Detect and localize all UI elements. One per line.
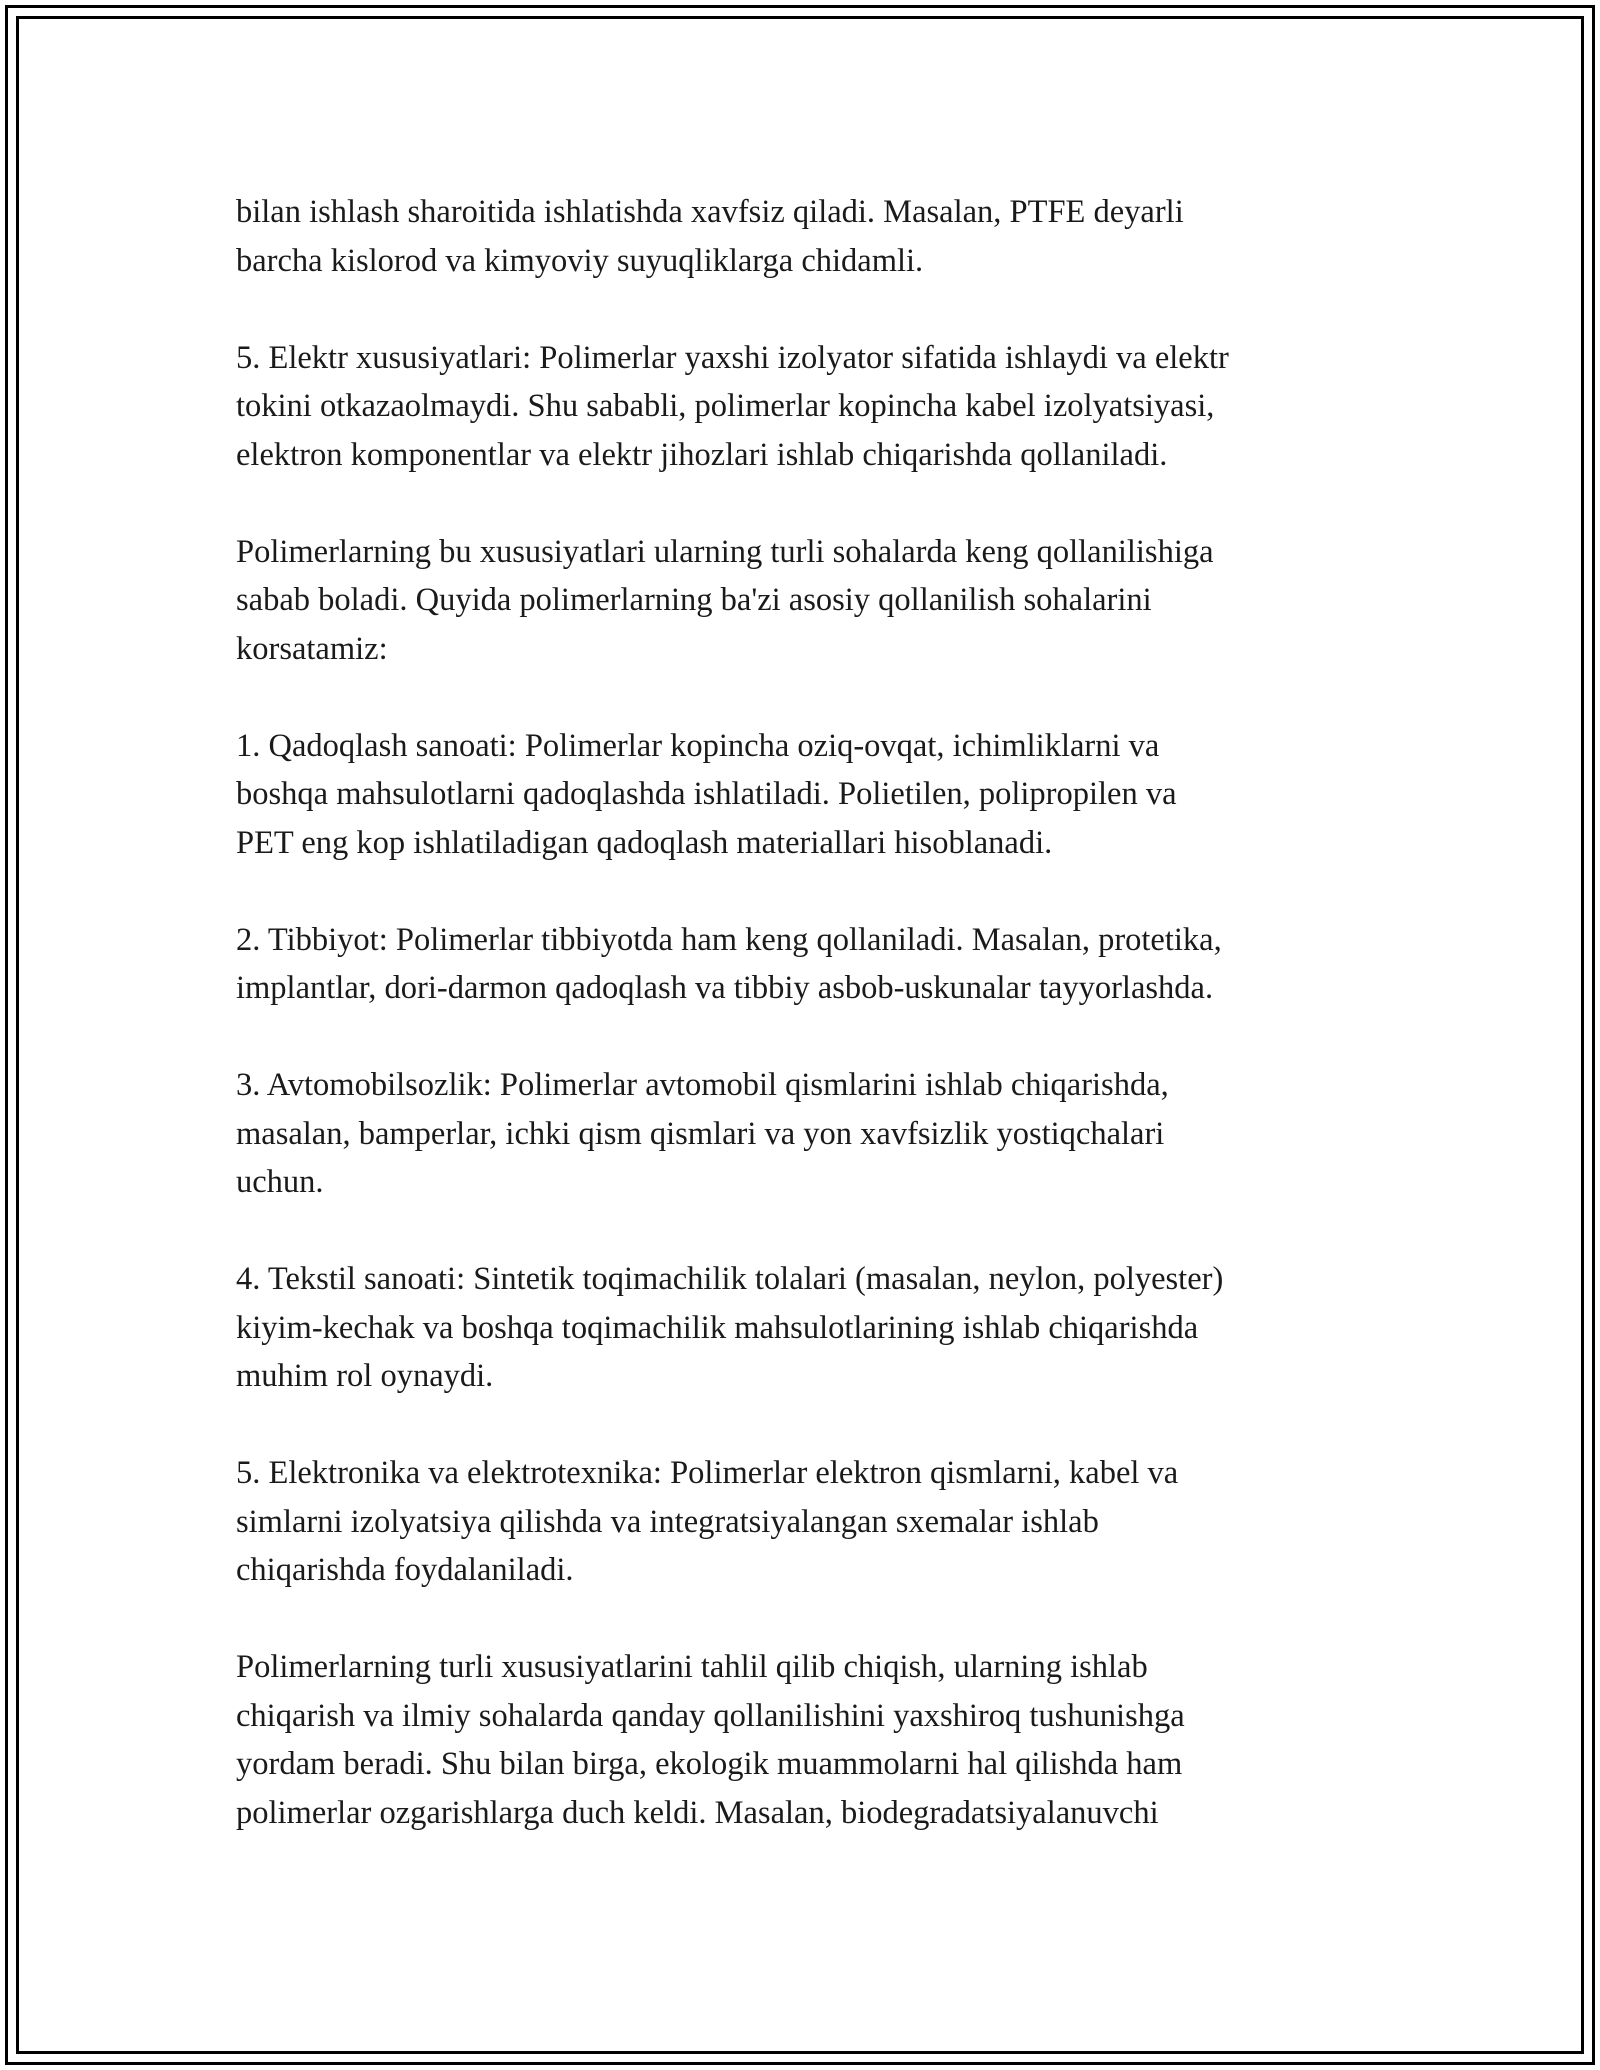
text-line: barcha kislorod va kimyoviy suyuqliklarga chidamli. xyxy=(236,242,924,279)
text-line: korsatamiz: xyxy=(236,630,388,667)
paragraph-3 xyxy=(236,528,1376,674)
paragraph-7 xyxy=(236,1255,1376,1401)
text-line: uchun. xyxy=(236,1164,324,1200)
text-line: 2. Tibbiyot: Polimerlar tibbiyotda ham keng qollaniladi. Masalan, protetika, xyxy=(236,921,1222,958)
text-line: 3. Avtomobilsozlik: Polimerlar avtomobil qismlarini ishlab chiqarishda, xyxy=(236,1067,1169,1103)
text-line: masalan, bamperlar, ichki qism qismlari va yon xavfsizlik yostiqchalari xyxy=(236,1115,1165,1152)
text-line: implantlar, dori-darmon qadoqlash va tibbiy asbob-uskunalar tayyorlashda. xyxy=(236,970,1214,1006)
text-line: bilan ishlash sharoitida ishlatishda xavfsiz qiladi. Masalan, PTFE deyarli xyxy=(236,194,1184,230)
text-line: Polimerlarning turli xususiyatlarini tahlil qilib chiqish, ularning ishlab xyxy=(236,1649,1148,1685)
text-line: Polimerlarning bu xususiyatlari ularning turli sohalarda keng qollanilishiga xyxy=(236,533,1214,570)
text-line: kiyim-kechak va boshqa toqimachilik mahsulotlarining ishlab chiqarishda xyxy=(236,1309,1199,1346)
text-line: yordam beradi. Shu bilan birga, ekologik muammolarni hal qilishda ham xyxy=(236,1746,1183,1782)
text-line: polimerlar ozgarishlarga duch keldi. Masalan, biodegradatsiyalanuvchi xyxy=(236,1794,1159,1831)
paragraph-4 xyxy=(236,722,1376,868)
paragraph-2 xyxy=(236,334,1376,480)
text-line: boshqa mahsulotlarni qadoqlashda ishlatiladi. Polietilen, polipropilen va xyxy=(236,776,1177,812)
text-line: tokini otkazaolmaydi. Shu sababli, polimerlar kopincha kabel izolyatsiyasi, xyxy=(236,388,1215,424)
paragraph-5 xyxy=(236,916,1376,1013)
text-line: 5. Elektr xususiyatlari: Polimerlar yaxshi izolyator sifatida ishlaydi va elektr xyxy=(236,339,1229,376)
text-line: chiqarishda foydalaniladi. xyxy=(236,1552,574,1588)
paragraph-1 xyxy=(236,188,1376,285)
text-line: 1. Qadoqlash sanoati: Polimerlar kopincha oziq-ovqat, ichimliklarni va xyxy=(236,727,1160,764)
paragraph-9 xyxy=(236,1643,1376,1837)
paragraph-6 xyxy=(236,1061,1376,1207)
document-body xyxy=(236,188,1376,1886)
text-line: muhim rol oynaydi. xyxy=(236,1358,494,1394)
text-line: simlarni izolyatsiya qilishda va integratsiyalangan sxemalar ishlab xyxy=(236,1503,1099,1540)
text-line: 5. Elektronika va elektrotexnika: Polimerlar elektron qismlarni, kabel va xyxy=(236,1455,1179,1491)
text-line: 4. Tekstil sanoati: Sintetik toqimachilik tolalari (masalan, neylon, polyester) xyxy=(236,1261,1224,1297)
text-line: elektron komponentlar va elektr jihozlari ishlab chiqarishda qollaniladi. xyxy=(236,436,1168,473)
text-line: PET eng kop ishlatiladigan qadoqlash materiallari hisoblanadi. xyxy=(236,824,1053,861)
text-line: chiqarish va ilmiy sohalarda qanday qollanilishini yaxshiroq tushunishga xyxy=(236,1697,1185,1734)
paragraph-8 xyxy=(236,1449,1376,1595)
text-line: sabab boladi. Quyida polimerlarning ba'zi asosiy qollanilish sohalarini xyxy=(236,582,1152,618)
